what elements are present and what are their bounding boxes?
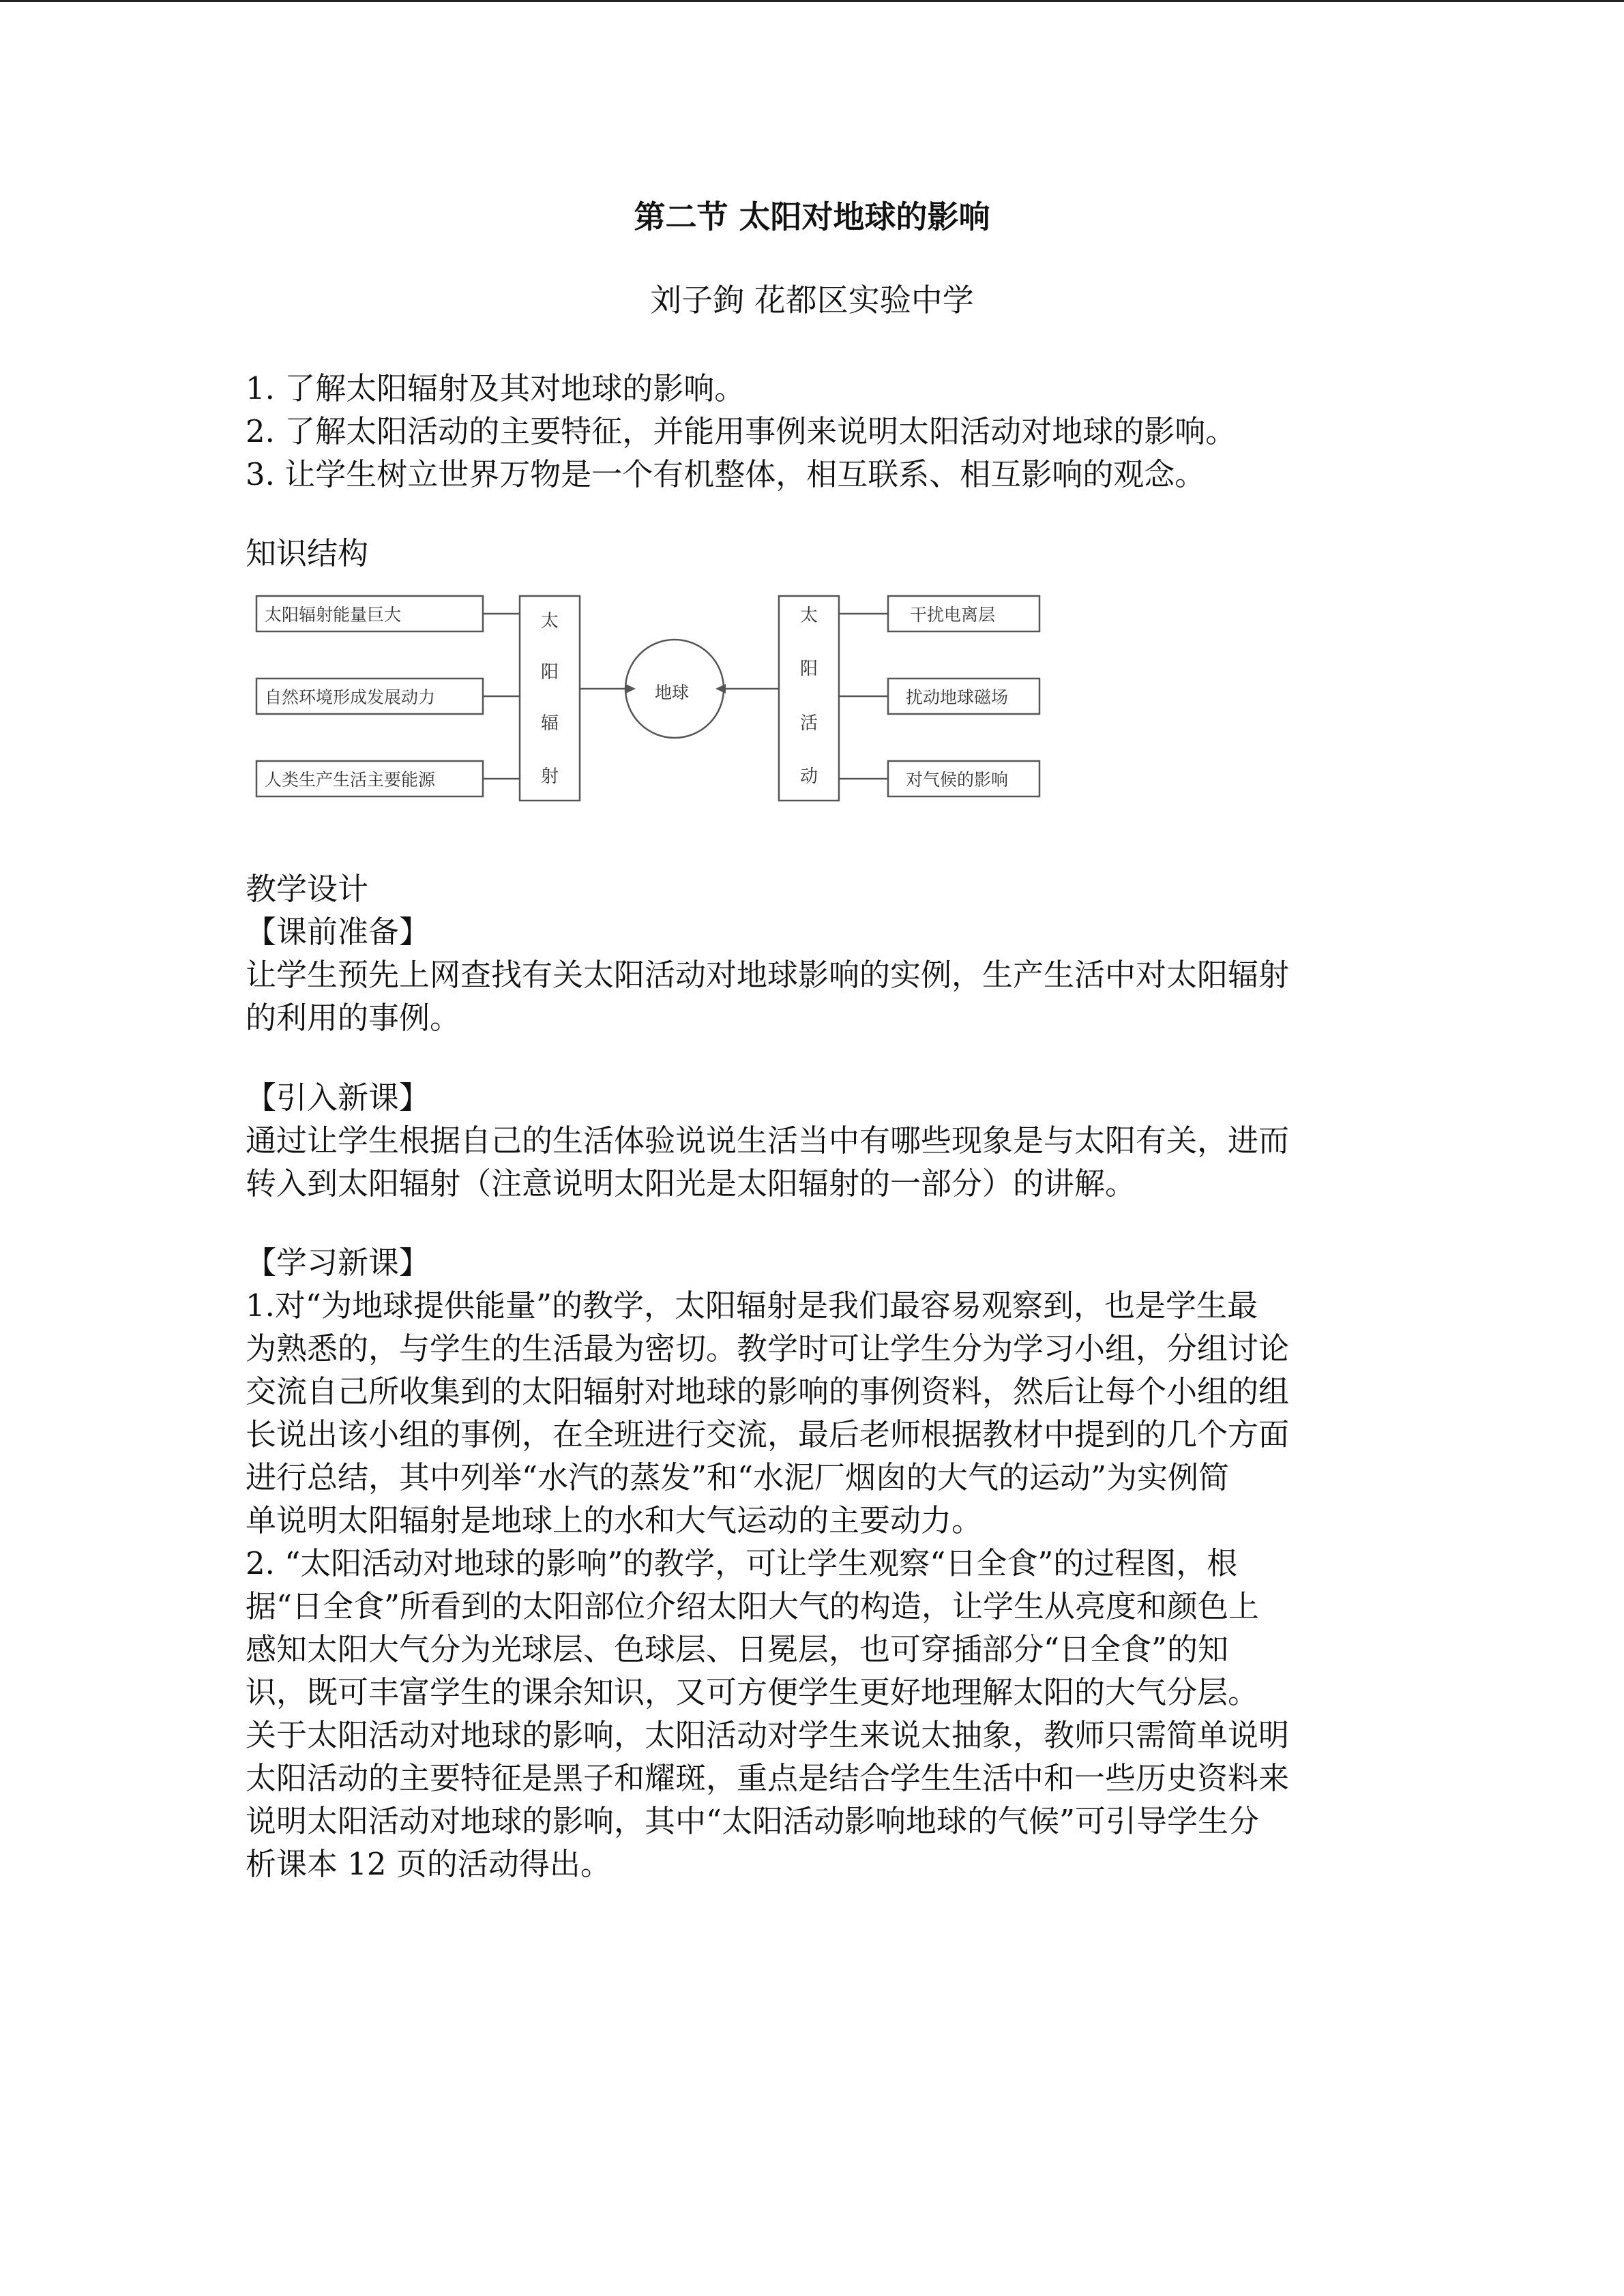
right-vertical-char: 动 <box>799 766 818 787</box>
teaching-design-section <box>246 867 1385 1039</box>
learn-line: 太阳活动的主要特征是黑子和耀斑，重点是结合学生生活中和一些历史资料来 <box>246 1760 1290 1796</box>
learn-section <box>246 1241 1385 1885</box>
left-vertical-char: 太 <box>540 611 559 631</box>
learn-line: 感知太阳大气分为光球层、色球层、日冕层，也可穿插部分“日全食”的知 <box>246 1631 1229 1667</box>
objectives-list <box>246 367 1385 496</box>
knowledge-structure-diagram <box>247 586 1052 811</box>
center-label: 地球 <box>655 683 690 702</box>
page-title: 第二节 太阳对地球的影响 <box>634 198 990 235</box>
learn-line: 2. “太阳活动对地球的影响”的教学，可让学生观察“日全食”的过程图，根 <box>246 1545 1238 1581</box>
learn-heading: 【学习新课】 <box>246 1244 430 1281</box>
intro-section <box>246 1076 1385 1205</box>
arrow-head-right <box>625 684 636 694</box>
arrow-head-left <box>715 684 726 694</box>
right-vertical-char: 太 <box>799 606 818 626</box>
prep-line: 的利用的事例。 <box>246 1000 461 1036</box>
objective-item: 1. 了解太阳辐射及其对地球的影响。 <box>246 370 745 406</box>
left-vertical-char: 辐 <box>540 713 559 734</box>
objective-item: 3. 让学生树立世界万物是一个有机整体，相互联系、相互影响的观念。 <box>246 456 1206 492</box>
design-heading: 教学设计 <box>246 871 369 907</box>
author-line: 刘子鉤 花都区实验中学 <box>650 282 974 318</box>
learn-line: 据“日全食”所看到的太阳部位介绍太阳大气的构造，让学生从亮度和颜色上 <box>246 1588 1260 1624</box>
learn-line: 进行总结，其中列举“水汽的蒸发”和“水泥厂烟囱的大气的运动”为实例简 <box>246 1459 1230 1495</box>
learn-line: 析课本 12 页的活动得出。 <box>246 1846 611 1882</box>
right-vertical-char: 阳 <box>799 659 818 679</box>
prep-line: 让学生预先上网查找有关太阳活动对地球影响的实例，生产生活中对太阳辐射 <box>246 957 1290 993</box>
learn-line: 长说出该小组的事例，在全班进行交流，最后老师根据教材中提到的几个方面 <box>246 1416 1290 1452</box>
top-border <box>0 0 1624 2</box>
left-box-label: 太阳辐射能量巨大 <box>265 605 402 625</box>
learn-line: 识，既可丰富学生的课余知识，又可方便学生更好地理解太阳的大气分层。 <box>246 1674 1259 1710</box>
left-vertical-char: 射 <box>540 766 559 787</box>
left-box-label: 自然环境形成发展动力 <box>265 687 436 707</box>
right-vertical-char: 活 <box>799 713 818 734</box>
intro-line: 通过让学生根据自己的生活体验说说生活当中有哪些现象是与太阳有关，进而 <box>246 1122 1290 1159</box>
learn-line: 说明太阳活动对地球的影响，其中“太阳活动影响地球的气候”可引导学生分 <box>246 1803 1260 1839</box>
left-vertical-char: 阳 <box>540 662 559 683</box>
learn-line: 单说明太阳辐射是地球上的水和大气运动的主要动力。 <box>246 1502 983 1538</box>
knowledge-heading: 知识结构 <box>246 535 369 571</box>
intro-heading: 【引入新课】 <box>246 1079 430 1116</box>
right-box-label: 干扰电离层 <box>910 605 996 625</box>
objective-item: 2. 了解太阳活动的主要特征，并能用事例来说明太阳活动对地球的影响。 <box>246 413 1237 449</box>
right-box-label: 扰动地球磁场 <box>906 687 1009 707</box>
prep-heading: 【课前准备】 <box>246 914 430 950</box>
left-box-label: 人类生产生活主要能源 <box>265 770 436 790</box>
learn-line: 为熟悉的，与学生的生活最为密切。教学时可让学生分为学习小组，分组讨论 <box>246 1330 1290 1367</box>
learn-line: 交流自己所收集到的太阳辐射对地球的影响的事例资料，然后让每个小组的组 <box>246 1373 1290 1410</box>
right-box-label: 对气候的影响 <box>906 770 1009 790</box>
intro-line: 转入到太阳辐射（注意说明太阳光是太阳辐射的一部分）的讲解。 <box>246 1165 1136 1202</box>
learn-line: 关于太阳活动对地球的影响，太阳活动对学生来说太抽象，教师只需简单说明 <box>246 1717 1290 1753</box>
learn-line: 1.对“为地球提供能量”的教学，太阳辐射是我们最容易观察到，也是学生最 <box>246 1287 1258 1324</box>
